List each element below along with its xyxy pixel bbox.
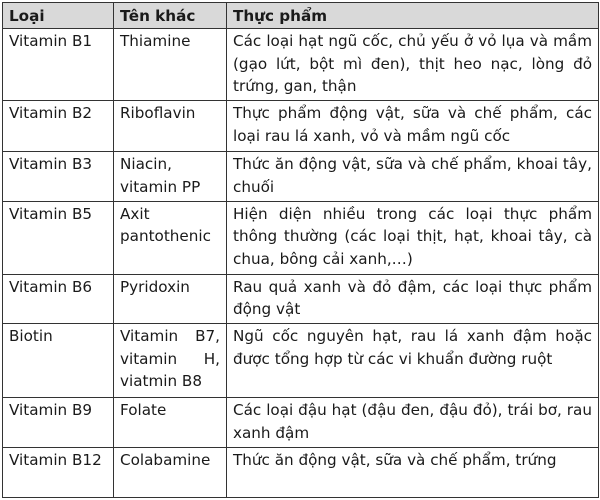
cell-food: Thực phẩm động vật, sữa và chế phẩm, các loại rau lá xanh, vỏ và mầm ngũ cốc	[227, 101, 599, 152]
cell-type: Vitamin B2	[3, 101, 114, 152]
cell-type: Vitamin B12	[3, 447, 114, 497]
cell-type: Biotin	[3, 323, 114, 397]
cell-other-name: Niacin, vitamin PP	[114, 152, 227, 201]
cell-food: Ngũ cốc nguyên hạt, rau lá xanh đậm hoặc được tổng hợp từ các vi khuẩn đường ruột	[227, 323, 599, 397]
cell-other-name: Axit pantothenic	[114, 201, 227, 274]
cell-other-name: Pyridoxin	[114, 274, 227, 323]
cell-other-name: Colabamine	[114, 447, 227, 497]
table-row	[3, 397, 599, 447]
cell-type: Vitamin B1	[3, 29, 114, 101]
cell-food: Rau quả xanh và đỏ đậm, các loại thực phẩm động vật	[227, 274, 599, 323]
header-type: Loại	[3, 3, 114, 29]
cell-other-name: Riboflavin	[114, 101, 227, 152]
cell-food: Hiện diện nhiều trong các loại thực phẩm thông thường (các loại thịt, hạt, khoai tây, cà chua, bông cải xanh,…)	[227, 201, 599, 274]
cell-food: Thức ăn động vật, sữa và chế phẩm, khoai tây, chuối	[227, 152, 599, 201]
table-row	[3, 201, 599, 274]
cell-food: Thức ăn động vật, sữa và chế phẩm, trứng	[227, 447, 599, 497]
vitamin-b-table	[2, 2, 599, 498]
cell-food: Các loại hạt ngũ cốc, chủ yếu ở vỏ lụa và mầm (gạo lứt, bột mì đen), thịt heo nạc, lòng đỏ trứng, gan, thận	[227, 29, 599, 101]
cell-other-name: Folate	[114, 397, 227, 447]
table-row	[3, 274, 599, 323]
cell-type: Vitamin B3	[3, 152, 114, 201]
table-row	[3, 101, 599, 152]
cell-food: Các loại đậu hạt (đậu đen, đậu đỏ), trái bơ, rau xanh đậm	[227, 397, 599, 447]
table-header-row	[3, 3, 599, 29]
cell-other-name: Vitamin B7, vitamin H, viatmin B8	[114, 323, 227, 397]
cell-type: Vitamin B9	[3, 397, 114, 447]
table-row	[3, 152, 599, 201]
cell-type: Vitamin B6	[3, 274, 114, 323]
header-food: Thực phẩm	[227, 3, 599, 29]
header-other-name: Tên khác	[114, 3, 227, 29]
table-row	[3, 323, 599, 397]
cell-other-name: Thiamine	[114, 29, 227, 101]
table-row	[3, 447, 599, 497]
cell-type: Vitamin B5	[3, 201, 114, 274]
table-row	[3, 29, 599, 101]
